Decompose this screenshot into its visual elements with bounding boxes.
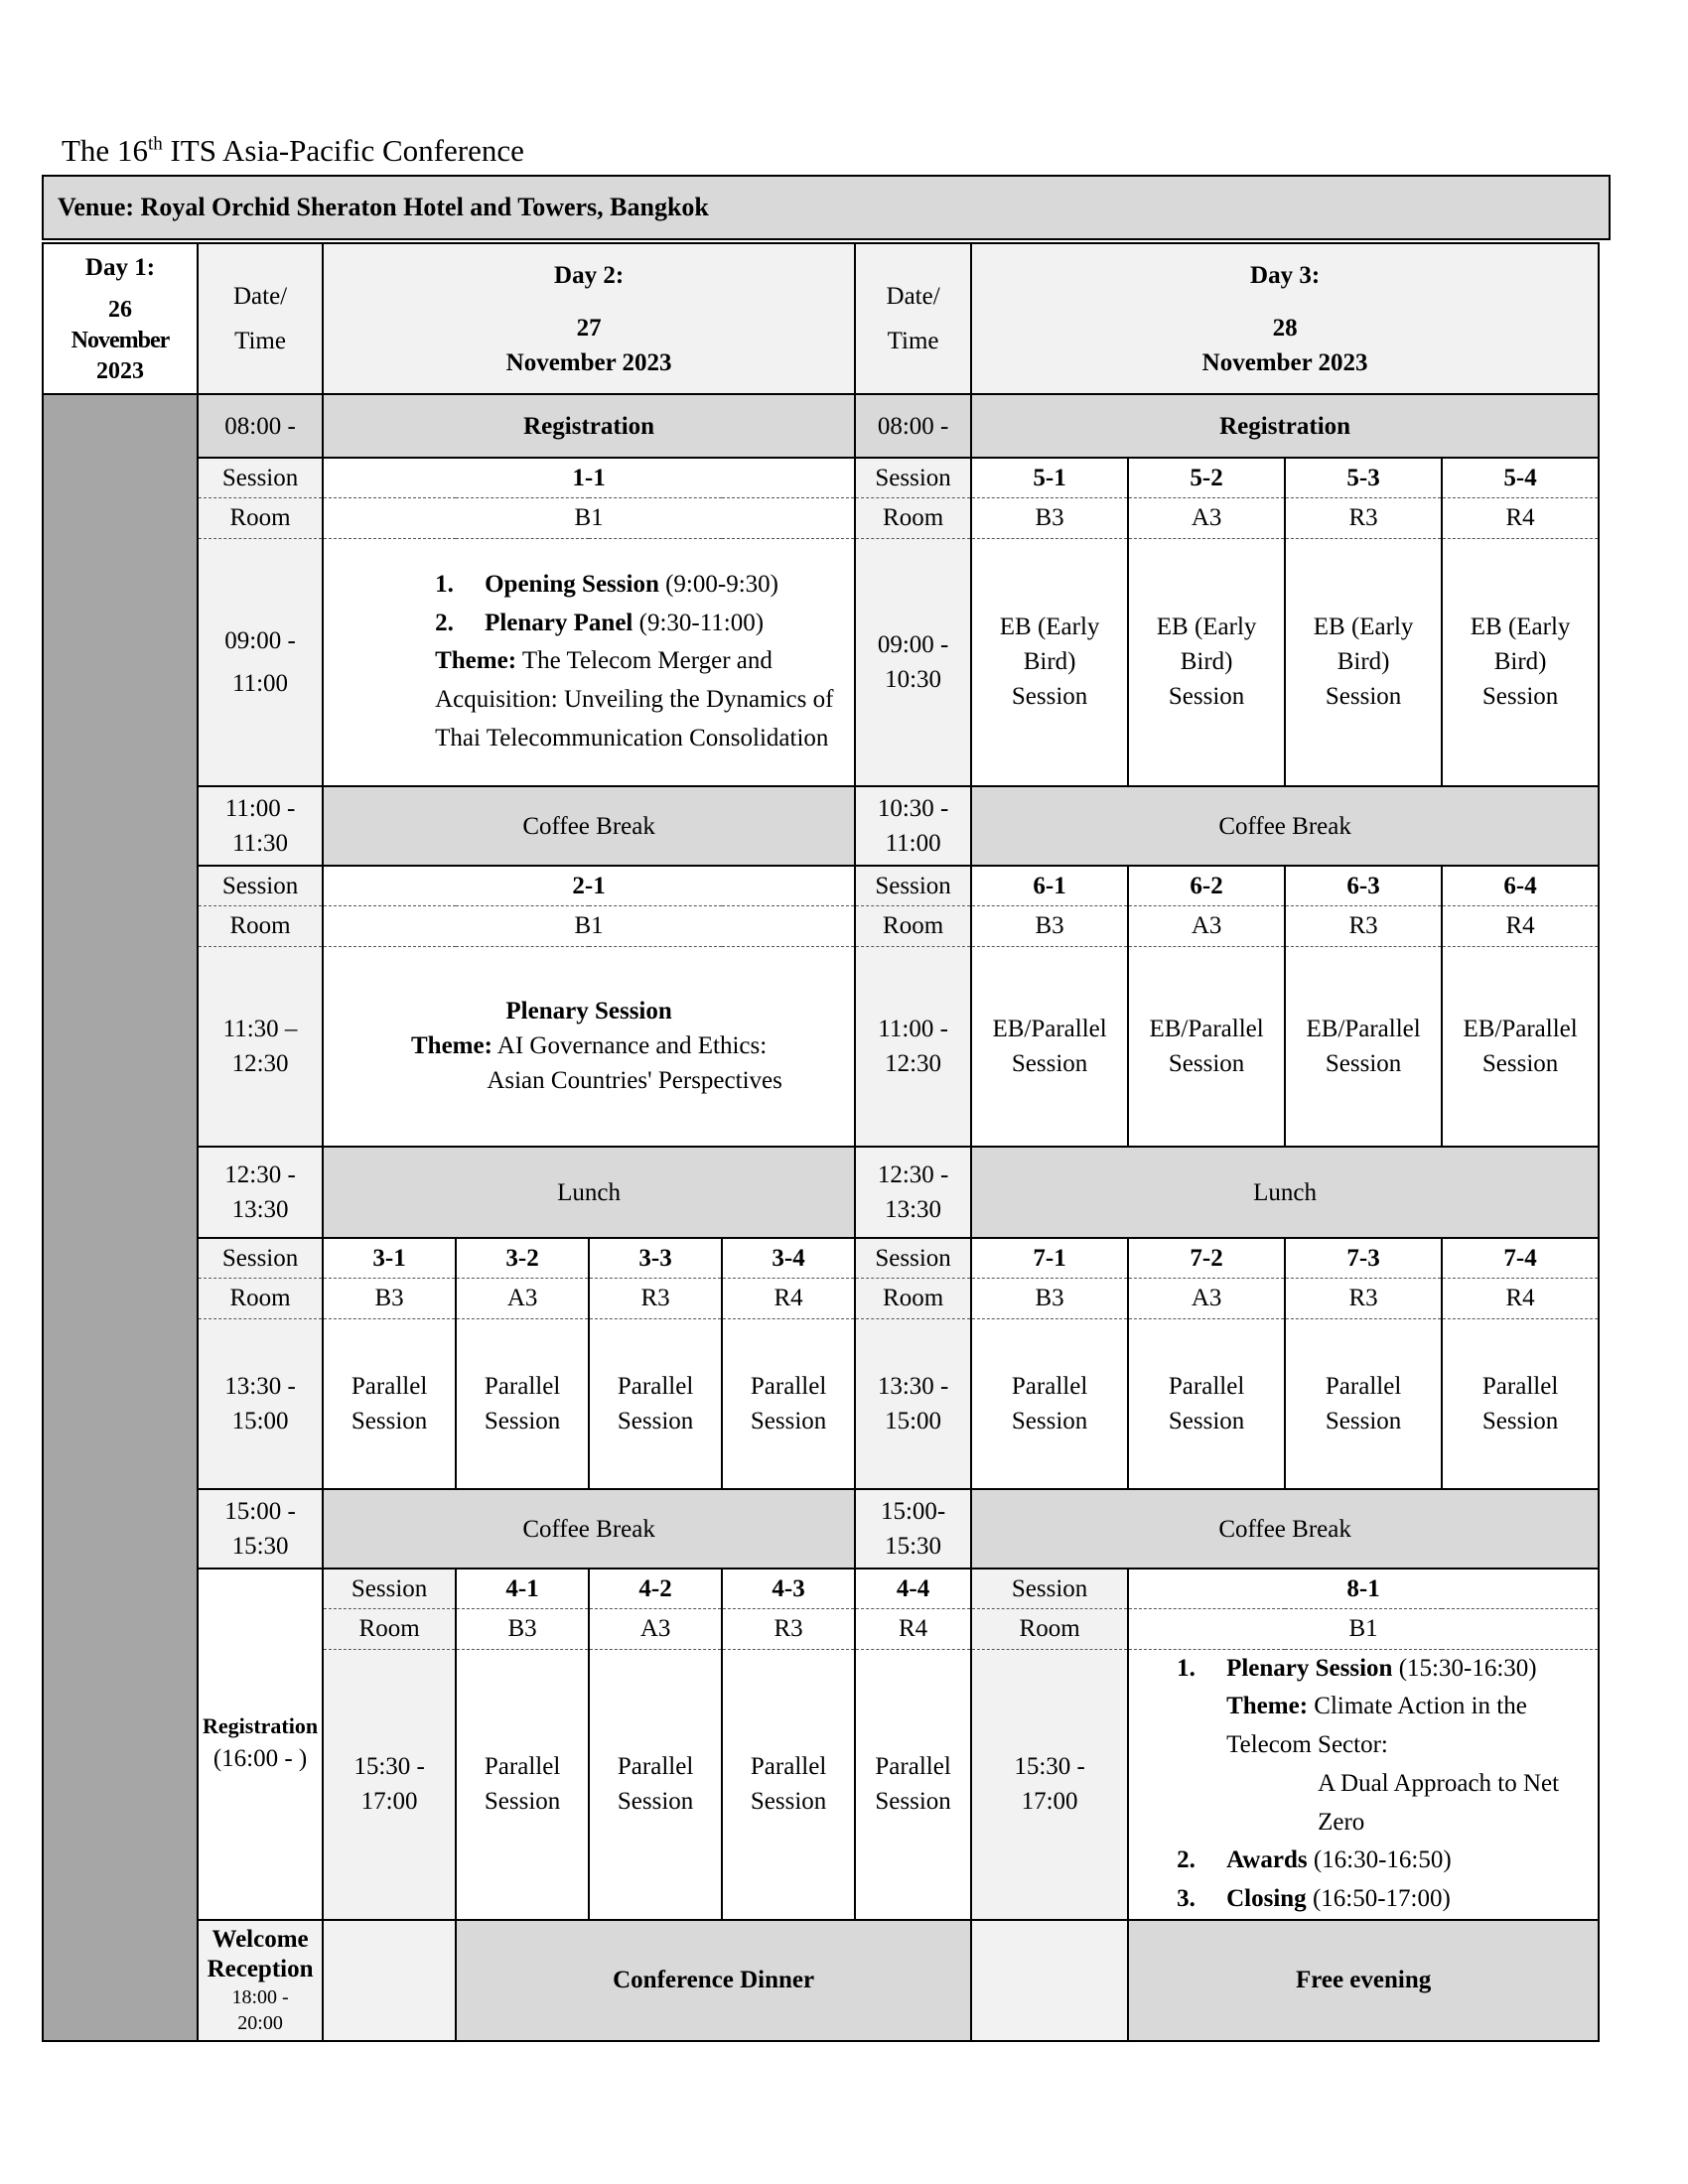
empty-time-cell xyxy=(323,1920,456,2041)
session-2-1-content: Plenary Session Theme: AI Governance and Ethics: Asian Countries' Perspectives xyxy=(323,946,855,1147)
room-value: R3 xyxy=(722,1608,855,1649)
day1-registration: Registration (16:00 - ) xyxy=(198,1569,323,1920)
eb-parallel-session: EB/Parallel Session xyxy=(971,946,1128,1147)
time-cell: 12:30 - 13:30 xyxy=(198,1147,323,1238)
day1-welcome-reception: Welcome Reception 18:00 - 20:00 xyxy=(198,1920,323,2041)
session-id: 7-3 xyxy=(1285,1238,1442,1278)
coffee-break: Coffee Break xyxy=(971,1489,1599,1569)
datetime-header-day3: Date/ Time xyxy=(855,243,971,394)
room-value: B3 xyxy=(971,1278,1128,1318)
room-value: B1 xyxy=(1128,1608,1599,1649)
parallel-session: Parallel Session xyxy=(722,1318,855,1489)
room-value: B3 xyxy=(971,905,1128,946)
room-value: B1 xyxy=(323,497,855,538)
time-cell: 11:00 - 12:30 xyxy=(855,946,971,1147)
parallel-session: Parallel Session xyxy=(323,1318,456,1489)
session-label: Session xyxy=(198,866,323,905)
parallel-session: Parallel Session xyxy=(722,1649,855,1920)
coffee-break: Coffee Break xyxy=(323,1489,855,1569)
time-cell: 13:30 - 15:00 xyxy=(198,1318,323,1489)
session-id: 2-1 xyxy=(323,866,855,905)
time-cell: 15:00- 15:30 xyxy=(855,1489,971,1569)
day1-afternoon-block xyxy=(43,394,198,2041)
room-label: Room xyxy=(855,1278,971,1318)
room-value: B3 xyxy=(456,1608,589,1649)
eb-parallel-session: EB/Parallel Session xyxy=(1128,946,1285,1147)
document-title: The 16th ITS Asia-Pacific Conference xyxy=(62,133,524,168)
room-value: B3 xyxy=(323,1278,456,1318)
session-id: 4-3 xyxy=(722,1569,855,1608)
session-label: Session xyxy=(971,1569,1128,1608)
session-id: 3-1 xyxy=(323,1238,456,1278)
room-value: A3 xyxy=(456,1278,589,1318)
time-cell: 11:00 - 11:30 xyxy=(198,786,323,866)
session-label: Session xyxy=(855,458,971,497)
room-value: A3 xyxy=(1128,497,1285,538)
room-label: Room xyxy=(323,1608,456,1649)
parallel-session: Parallel Session xyxy=(1285,1318,1442,1489)
session-id: 5-1 xyxy=(971,458,1128,497)
eb-session: EB (Early Bird) Session xyxy=(1442,538,1599,786)
time-cell: 08:00 - xyxy=(855,394,971,458)
day3-registration: Registration xyxy=(971,394,1599,458)
empty-time-cell xyxy=(971,1920,1128,2041)
schedule-table xyxy=(42,242,1600,2042)
eb-session: EB (Early Bird) Session xyxy=(971,538,1128,786)
day2-registration: Registration xyxy=(323,394,855,458)
eb-session: EB (Early Bird) Session xyxy=(1285,538,1442,786)
free-evening: Free evening xyxy=(1128,1920,1599,2041)
room-label: Room xyxy=(855,497,971,538)
room-value: R3 xyxy=(1285,905,1442,946)
session-id: 7-4 xyxy=(1442,1238,1599,1278)
day3-header: Day 3: 28 November 2023 xyxy=(971,243,1599,394)
session-label: Session xyxy=(855,866,971,905)
room-value: R4 xyxy=(722,1278,855,1318)
coffee-break: Coffee Break xyxy=(971,786,1599,866)
session-id: 6-2 xyxy=(1128,866,1285,905)
session-id: 3-2 xyxy=(456,1238,589,1278)
room-value: R4 xyxy=(1442,905,1599,946)
session-label: Session xyxy=(855,1238,971,1278)
parallel-session: Parallel Session xyxy=(971,1318,1128,1489)
time-cell: 15:30 - 17:00 xyxy=(323,1649,456,1920)
session-id: 6-4 xyxy=(1442,866,1599,905)
session-id: 5-2 xyxy=(1128,458,1285,497)
room-value: B1 xyxy=(323,905,855,946)
room-value: A3 xyxy=(589,1608,722,1649)
time-cell: 09:00 - 10:30 xyxy=(855,538,971,786)
parallel-session: Parallel Session xyxy=(855,1649,971,1920)
time-cell: 12:30 - 13:30 xyxy=(855,1147,971,1238)
time-cell: 15:00 - 15:30 xyxy=(198,1489,323,1569)
room-value: R4 xyxy=(1442,1278,1599,1318)
session-id: 5-3 xyxy=(1285,458,1442,497)
session-id: 7-2 xyxy=(1128,1238,1285,1278)
parallel-session: Parallel Session xyxy=(589,1318,722,1489)
room-label: Room xyxy=(198,497,323,538)
eb-parallel-session: EB/Parallel Session xyxy=(1285,946,1442,1147)
session-1-1-content: 1. Opening Session (9:00-9:30) 2. Plenary Panel (9:30-11:00) Theme: The Telecom Merger and Acquisition: Unveiling the Dynamics of Thai Telecommunication Consolidation xyxy=(323,538,855,786)
eb-parallel-session: EB/Parallel Session xyxy=(1442,946,1599,1147)
time-cell: 11:30 – 12:30 xyxy=(198,946,323,1147)
session-label: Session xyxy=(198,458,323,497)
parallel-session: Parallel Session xyxy=(589,1649,722,1920)
time-cell: 13:30 - 15:00 xyxy=(855,1318,971,1489)
parallel-session: Parallel Session xyxy=(456,1649,589,1920)
session-id: 6-3 xyxy=(1285,866,1442,905)
room-label: Room xyxy=(198,905,323,946)
session-label: Session xyxy=(323,1569,456,1608)
time-cell: 15:30 - 17:00 xyxy=(971,1649,1128,1920)
venue-banner: Venue: Royal Orchid Sheraton Hotel and Towers, Bangkok xyxy=(42,175,1611,240)
session-label: Session xyxy=(198,1238,323,1278)
time-cell: 10:30 - 11:00 xyxy=(855,786,971,866)
datetime-header-day2: Date/ Time xyxy=(198,243,323,394)
room-value: A3 xyxy=(1128,1278,1285,1318)
session-id: 1-1 xyxy=(323,458,855,497)
session-id: 7-1 xyxy=(971,1238,1128,1278)
day1-header: Day 1: 26 November 2023 xyxy=(43,243,198,394)
session-id: 5-4 xyxy=(1442,458,1599,497)
session-id: 8-1 xyxy=(1128,1569,1599,1608)
time-cell: 09:00 - 11:00 xyxy=(198,538,323,786)
room-label: Room xyxy=(198,1278,323,1318)
room-value: R3 xyxy=(1285,1278,1442,1318)
lunch: Lunch xyxy=(323,1147,855,1238)
parallel-session: Parallel Session xyxy=(456,1318,589,1489)
day2-header: Day 2: 27 November 2023 xyxy=(323,243,855,394)
session-id: 4-1 xyxy=(456,1569,589,1608)
room-value: R4 xyxy=(1442,497,1599,538)
room-label: Room xyxy=(855,905,971,946)
eb-session: EB (Early Bird) Session xyxy=(1128,538,1285,786)
session-id: 3-3 xyxy=(589,1238,722,1278)
parallel-session: Parallel Session xyxy=(1442,1318,1599,1489)
room-label: Room xyxy=(971,1608,1128,1649)
room-value: R3 xyxy=(589,1278,722,1318)
room-value: A3 xyxy=(1128,905,1285,946)
conference-dinner: Conference Dinner xyxy=(456,1920,971,2041)
time-cell: 08:00 - xyxy=(198,394,323,458)
parallel-session: Parallel Session xyxy=(1128,1318,1285,1489)
session-id: 4-2 xyxy=(589,1569,722,1608)
coffee-break: Coffee Break xyxy=(323,786,855,866)
room-value: R4 xyxy=(855,1608,971,1649)
session-id: 6-1 xyxy=(971,866,1128,905)
lunch: Lunch xyxy=(971,1147,1599,1238)
session-8-1-content: 1. Plenary Session (15:30-16:30) Theme: Climate Action in the Telecom Sector: A Dual Approach to Net Zero 2. Awards (16:30-16:50) 3. Closing (16:50-17:00) xyxy=(1128,1649,1599,1920)
session-id: 4-4 xyxy=(855,1569,971,1608)
room-value: B3 xyxy=(971,497,1128,538)
room-value: R3 xyxy=(1285,497,1442,538)
session-id: 3-4 xyxy=(722,1238,855,1278)
